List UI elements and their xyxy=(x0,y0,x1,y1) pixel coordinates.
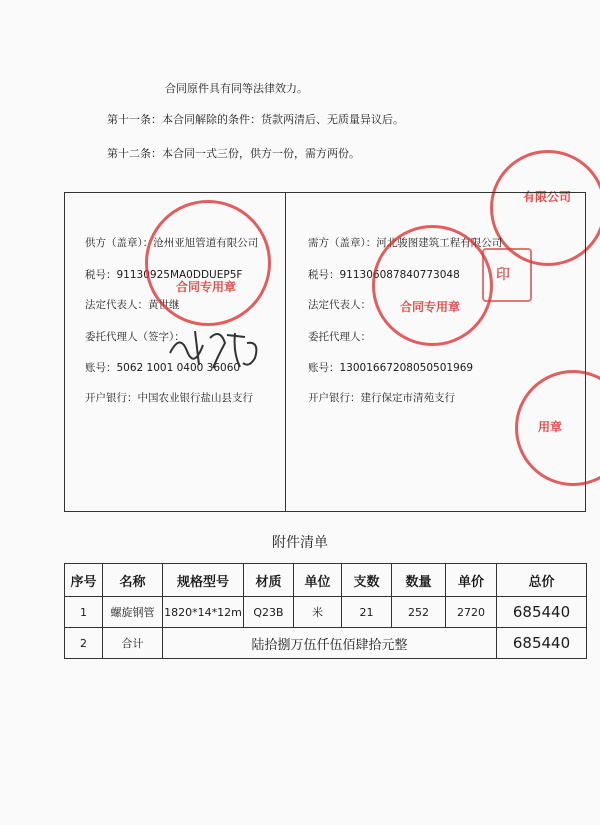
header-price: 单价 xyxy=(446,564,497,597)
buyer-name-label: 需方（盖章）： xyxy=(308,237,377,249)
header-qty: 数量 xyxy=(392,564,446,597)
top-right-company-seal: 有限公司 xyxy=(490,150,600,266)
row-total: 685440 xyxy=(497,597,587,628)
buyer-tax-label: 税号： xyxy=(308,269,340,281)
buyer-name-row xyxy=(308,235,502,250)
buyer-account-label: 账号： xyxy=(308,362,340,374)
buyer-name: 河北骏图建筑工程有限公司 xyxy=(376,237,503,249)
square-name-seal: 印 xyxy=(482,248,532,302)
supplier-rep-row xyxy=(85,297,180,312)
header-total: 总价 xyxy=(497,564,587,597)
clause-twelve: 第十二条：本合同一式三份，供方一份，需方两份。 xyxy=(107,147,360,160)
annex-title: 附件清单 xyxy=(272,535,328,551)
row-price: 2720 xyxy=(446,597,497,628)
buyer-agent-label: 委托代理人： xyxy=(308,331,371,343)
buyer-tax: 911306087840773048 xyxy=(339,269,460,281)
buyer-contract-seal: 合同专用章 xyxy=(372,225,493,346)
buyer-account: 13001667208050501969 xyxy=(339,362,474,374)
supplier-name-row xyxy=(85,235,258,250)
supplier-bank-row xyxy=(85,390,253,405)
row-material: Q23B xyxy=(244,597,294,628)
row-no: 1 xyxy=(65,597,103,628)
clause-eleven: 第十一条：本合同解除的条件：货款两清后、无质量异议后。 xyxy=(107,113,404,126)
supplier-rep-label: 法定代表人： xyxy=(85,299,148,311)
row-name: 螺旋钢管 xyxy=(103,597,163,628)
buyer-bank-label: 开户银行： xyxy=(308,392,361,404)
buyer-bank: 建行保定市清苑支行 xyxy=(360,392,455,404)
header-no: 序号 xyxy=(65,564,103,597)
header-name: 名称 xyxy=(103,564,163,597)
sum-total: 685440 xyxy=(497,628,587,659)
buyer-rep-label: 法定代表人： xyxy=(308,299,371,311)
supplier-tax-row xyxy=(85,267,242,282)
supplier-name: 沧州亚旭管道有限公司 xyxy=(153,237,259,249)
supplier-tax-label: 税号： xyxy=(85,269,117,281)
supplier-agent-label: 委托代理人（签字）： xyxy=(85,331,185,343)
buyer-account-row xyxy=(308,360,473,375)
supplier-tax: 91130925MA0DDUEP5F xyxy=(116,269,243,281)
header-pieces: 支数 xyxy=(342,564,392,597)
supplier-rep: 黄世继 xyxy=(148,299,180,311)
buyer-agent-row xyxy=(308,329,371,344)
right-edge-seal: 用章 xyxy=(515,370,600,486)
party-divider xyxy=(285,193,286,511)
supplier-name-label: 供方（盖章）： xyxy=(85,237,154,249)
clause-validity: 合同原件具有同等法律效力。 xyxy=(165,82,308,95)
supplier-account: 5062 1001 0400 36060 xyxy=(116,362,241,374)
sum-words: 陆拾捌万伍仟伍佰肆拾元整 xyxy=(163,628,497,659)
buyer-tax-row xyxy=(308,267,460,282)
annex-table xyxy=(64,563,587,659)
row-qty: 252 xyxy=(392,597,446,628)
buyer-rep-row xyxy=(308,297,371,312)
header-spec: 规格型号 xyxy=(163,564,244,597)
supplier-contract-seal: 合同专用章 xyxy=(145,200,271,326)
sum-label: 合计 xyxy=(103,628,163,659)
header-material: 材质 xyxy=(244,564,294,597)
annex-header-row xyxy=(65,564,587,597)
supplier-account-label: 账号： xyxy=(85,362,117,374)
sum-no: 2 xyxy=(65,628,103,659)
handwritten-signature xyxy=(165,323,265,373)
table-row xyxy=(65,597,587,628)
buyer-bank-row xyxy=(308,390,455,405)
party-info-box xyxy=(64,192,586,512)
sum-row xyxy=(65,628,587,659)
row-spec: 1820*14*12m xyxy=(163,597,244,628)
header-unit: 单位 xyxy=(294,564,342,597)
row-pieces: 21 xyxy=(342,597,392,628)
supplier-bank: 中国农业银行盐山县支行 xyxy=(137,392,253,404)
row-unit: 米 xyxy=(294,597,342,628)
supplier-bank-label: 开户银行： xyxy=(85,392,138,404)
